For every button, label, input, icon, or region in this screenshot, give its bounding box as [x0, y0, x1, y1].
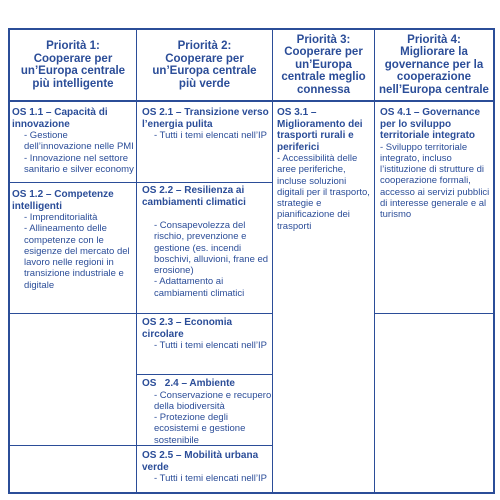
os-2-5-title: OS 2.5 – Mobilità urbana verde — [142, 450, 259, 473]
os-1-1-title: OS 1.1 – Capacità di innovazione — [12, 107, 108, 130]
os-2-5-item: - Tutti i temi elencati nell’IP — [154, 473, 267, 484]
os-2-2-item: - Adattamento ai cambiamenti climatici — [154, 276, 245, 299]
cell-os-2-3 — [142, 317, 270, 351]
os-2-3-title: OS 2.3 – Economia circolare — [142, 317, 233, 340]
os-1-2-title: OS 1.2 – Competenze intelligenti — [12, 189, 114, 212]
os-4-1-title: OS 4.1 – Governance per lo sviluppo territoriale integrato — [380, 107, 481, 141]
row-divider — [136, 313, 272, 314]
row-divider — [136, 182, 272, 183]
cell-os-1-1 — [12, 107, 134, 175]
cell-os-2-4 — [142, 378, 272, 446]
cell-os-2-5 — [142, 450, 270, 484]
row-divider — [136, 374, 272, 375]
header-priority-1-title: Priorità 1: Cooperare per un’Europa centrale più intelligente — [20, 40, 126, 90]
header-priority-3-title: Priorità 3: Cooperare per un’Europa centrale meglio connessa — [281, 33, 366, 96]
cell-os-2-1 — [142, 107, 270, 141]
header-separator — [8, 100, 495, 102]
cell-os-1-2 — [12, 189, 134, 291]
row-divider — [8, 182, 136, 183]
row-divider — [8, 313, 136, 314]
os-2-1-item: - Tutti i temi elencati nell’IP — [154, 130, 267, 141]
os-2-2-title: OS 2.2 – Resilienza ai cambiamenti climatici — [142, 185, 246, 208]
os-2-3-item: - Tutti i temi elencati nell’IP — [154, 340, 267, 351]
cell-os-2-2 — [142, 185, 270, 299]
os-2-4-title: OS 2.4 – Ambiente — [142, 378, 235, 389]
os-4-1-item: - Sviluppo territoriale integrato, incluso l’istituzione di strutture di cooperazione formali, accesso ai servizi pubblici di interesse generale e al turismo — [380, 141, 490, 221]
row-divider — [374, 313, 495, 314]
cell-os-3-1 — [277, 107, 373, 232]
header-priority-3 — [273, 30, 374, 100]
os-2-4-item: - Conservazione e recupero della biodiversità — [154, 389, 272, 412]
os-2-4-item: - Protezione degli ecosistemi e gestione sostenibile — [154, 412, 246, 446]
header-priority-1 — [10, 30, 136, 100]
os-3-1-item: - Accessibilità delle aree periferiche, incluse soluzioni digitali per il trasporto, strategie e pianificazione dei trasporti — [277, 153, 370, 232]
row-divider — [8, 445, 136, 446]
os-2-2-item: - Consapevolezza del rischio, prevenzione e gestione (es. incendi boschivi, alluvioni, frane ed erosione) — [154, 220, 269, 277]
header-priority-2-title: Priorità 2: Cooperare per un’Europa centrale più verde — [152, 40, 257, 90]
os-1-2-item: - Imprenditorialità — [24, 212, 98, 223]
os-1-1-item: - Gestione dell’innovazione nelle PMI — [24, 130, 134, 153]
header-priority-4 — [375, 30, 493, 100]
os-1-1-item: - Innovazione nel settore sanitario e silver economy — [24, 152, 134, 175]
header-priority-2 — [137, 30, 272, 100]
os-1-2-item: - Allineamento delle competenze con le esigenze del mercato del lavoro nelle regioni in transizione industriale e digitale — [24, 223, 130, 291]
cell-os-4-1 — [380, 107, 492, 221]
os-3-1-title: OS 3.1 – Miglioramento dei trasporti rurali e periferici — [277, 107, 363, 153]
os-2-1-title: OS 2.1 – Transizione verso l’energia pulita — [142, 107, 269, 130]
header-priority-4-title: Priorità 4: Migliorare la governance per la cooperazione nell’Europa centrale — [379, 33, 489, 96]
